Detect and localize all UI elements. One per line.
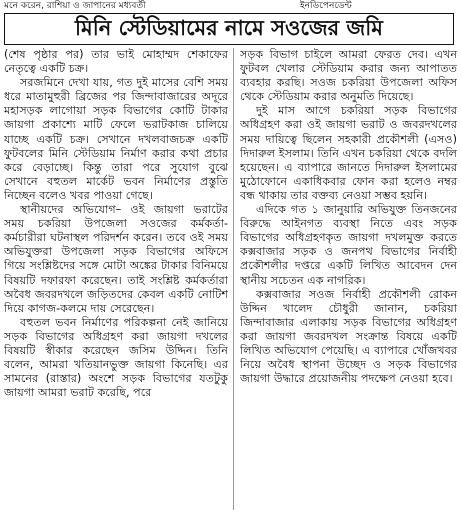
paragraph: সরজমিনে দেখা যায়, গত দুই মাসের বেশি সময় ধরে মাতামুহুরী ব্রিজের পর জিন্দাবাজারের অদূরে মহাসড়ক লাগোয়া সড়ক বিভাগের কোটি টাকার জায়গা প্রকাশ্যে মাটি ফেলে ভরাটকাজ চালিয়ে যাচ্ছে একটি চক্র। সেখানে দখলবাজচক্র একটি ফুটবলের মিনি স্টেডিয়াম নির্মাণ করার কথা প্রচার করে বেড়াচ্ছে। কিন্তু তারা পরে সুযোগ বুঝে সেখানে বহুতল মার্কেট ভবন নির্মাণের প্রস্তুতি নিচ্ছেন বলেও খবর পাওয়া গেছে।	[4, 76, 228, 202]
paragraph: কক্সবাজার সওজ নির্বাহী প্রকৌশলী রোকন উদ্দিন খালেদ চৌধুরী জানান, চকরিয়া জিন্দাবাজার এলাকায় সড়ক বিভাগের অধিগ্রহণ করা জায়গা জবরদখল সংক্রান্ত বিষয়ে একটি লিখিত অভিযোগ পেয়েছি। এ ব্যাপারে খোঁজখবর নিয়ে অবৈধ স্থাপনা উচ্ছেদ ও সড়ক বিভাগের জায়গা উদ্ধারে প্রয়োজনীয় পদক্ষেপ নেওয়া হবে।	[240, 287, 457, 386]
paragraph: (শেষ পৃষ্ঠার পর) তার ভাই মোহাম্মদ শেকাফের নেতৃত্বে একটি চক্র।	[4, 48, 228, 76]
previous-article-source: ইনডিপেনডেন্ট	[300, 1, 352, 11]
headline: মিনি স্টেডিয়ামের নামে সওজের জমি	[4, 13, 454, 45]
paragraph: স্থানীয়দের অভিযোগ– ওই জায়গা ভরাটের সময় চকরিয়া উপজেলা সওজের কর্মকর্তা-কর্মচারীরা ঘটনাস্থল পরিদর্শন করেন। তবে ওই সময় অভিযুক্তরা উপজেলা সড়ক বিভাগের অফিসে গিয়ে সংশ্লিষ্টদের সঙ্গে মোটা অঙ্কের টাকার বিনিময়ে বিষয়টি দফারফা করেছেন। তাই সংশ্লিষ্ট কর্মকর্তারা অবৈধ জবরদখলে জড়িতদের কেবল একটি নোটিশ দিয়ে কাগজ-কলমে দায় সেরেছেন।	[4, 203, 228, 315]
paragraph: দুই মাস আগে চকরিয়া সড়ক বিভাগের অধিগ্রহণ করা ওই জায়গা ভরাট ও জবরদখলের সময় দায়িত্বে ছিলেন সহকারী প্রকৌশলী (এসও) দিদারুল ইসলাম। তিনি এখন চকরিয়া থেকে বদলি হয়েছেন। এ ব্যাপারে জানতে দিদারুল ইসলামের মুঠোফোনে একাধিকবার ফোন করা হলেও নম্বর বন্ধ থাকায় তার বক্তব্য নেওয়া সম্ভব হয়নি।	[240, 104, 457, 202]
previous-article-strip	[0, 0, 461, 12]
article-column-left	[4, 48, 228, 400]
paragraph: সড়ক বিভাগ চাইলে আমরা ফেরত দেব। এখন ফুটবল খেলার স্টেডিয়াম করার জন্য আপাতত ব্যবহার করছি। সওজ চকরিয়া উপজেলা অফিস থেকে স্টেডিয়াম করার অনুমতি দিয়েছে।	[240, 48, 457, 104]
paragraph: এদিকে গত ১ জানুয়ারি অভিযুক্ত তিনজনের বিরুদ্ধে আইনগত ব্যবস্থা নিতে এবং সড়ক বিভাগের অধিগ্রহণকৃত জায়গা দখলমুক্ত করতে কক্সবাজার সড়ক ও জনপথ বিভাগের নির্বাহী প্রকৌশলীর দপ্তরে একটি লিখিত আবেদন দেন স্থানীয় সচেতন এক নাগরিক।	[240, 203, 457, 287]
previous-article-text: মনে করেন, রাশিয়া ও জাপানের মধ্যবর্তী	[4, 1, 146, 11]
column-divider	[233, 48, 234, 510]
paragraph: বহুতল ভবন নির্মাণের পরিকল্পনা নেই জানিয়ে সড়ক বিভাগের অধিগ্রহণ করা জায়গা দখলের বিষয়টি স্বীকার করেছেন জসিম উদ্দিন। তিনি বলেন, আমরা খতিয়ানভুক্ত জায়গা কিনেছি। এর সামনের (রাস্তার) অংশে সড়ক বিভাগের যতটুকু জায়গা আমরা ভরাট করেছি, পরে	[4, 315, 228, 400]
article-column-right	[240, 48, 457, 386]
